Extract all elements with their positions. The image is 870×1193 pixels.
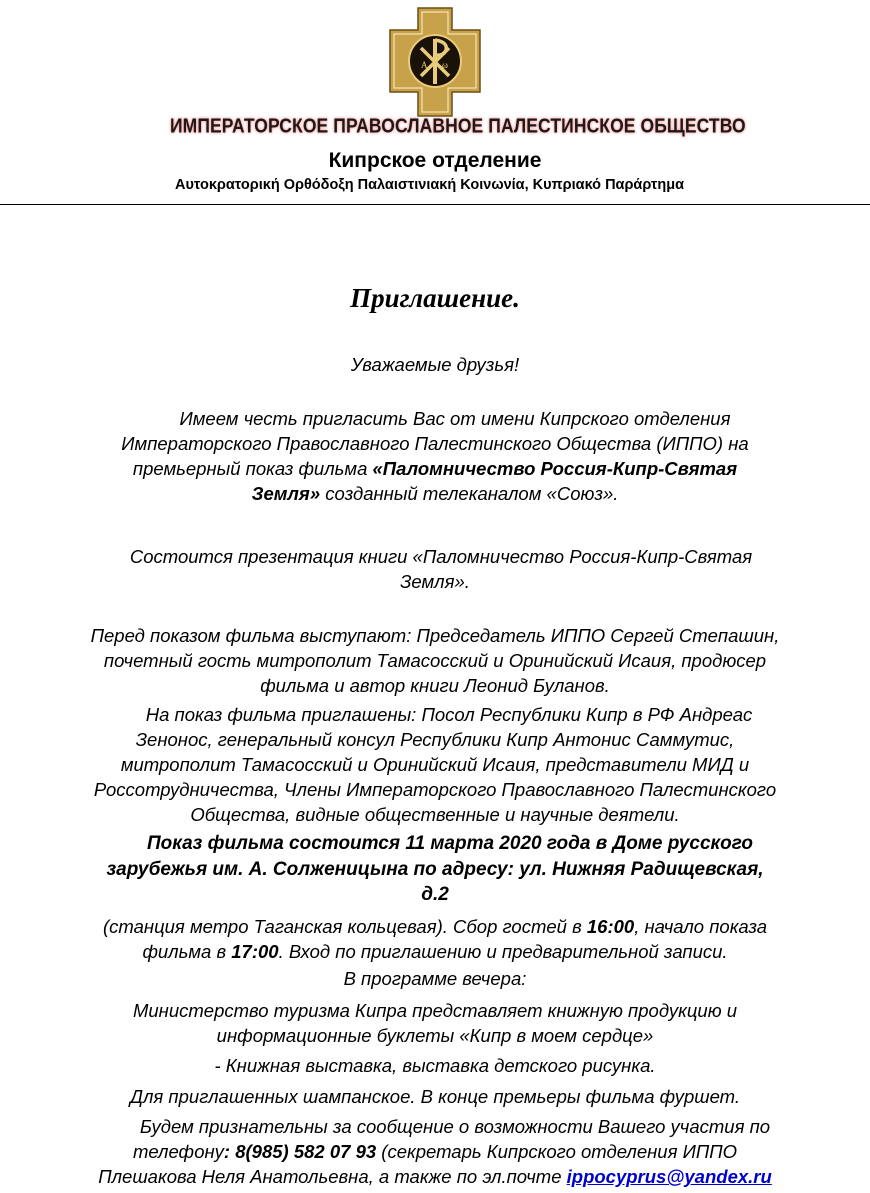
gathering-time: 16:00	[586, 916, 635, 937]
society-banner: ИМПЕРАТОРСКОЕ ПРАВОСЛАВНОЕ ПАЛЕСТИНСКОЕ ОБЩЕСТВО	[170, 114, 746, 138]
department-greek-subtitle: Αυτοκρατορική Ορθόδοξη Παλαιστινιακή Κοινωνία, Κυπριακό Παράρτημα	[175, 177, 685, 193]
paragraph-book: Состоится презентация книги «Паломничество Россия-Кипр-Святая Земля».	[129, 546, 753, 592]
paragraph-speakers: Перед показом фильма выступают: Председатель ИППО Сергей Степашин, почетный гость митрополит Тамасосский и Оринийский Исаия, продюсер фильма и автор книги Леонид Буланов.	[90, 625, 780, 696]
header-divider	[0, 204, 870, 205]
start-time: 17:00	[231, 941, 279, 962]
paragraph-invite: Имеем честь пригласить Вас от имени Кипрского отделения Императорского Православного Палестинского Общества (ИППО) на премьерный показ фильма «Паломничество Россия-Кипр-Святая Земля» созданный телеканалом «Союз».	[121, 408, 749, 504]
department-title: Кипрское отделение	[328, 149, 542, 172]
program-item-champagne: Для приглашенных шампанское. В конце премьеры фильма фуршет.	[129, 1086, 741, 1107]
rsvp-email-link[interactable]: ippocyprus@yandex.ru	[566, 1166, 772, 1187]
greeting: Уважаемые друзья!	[350, 354, 520, 375]
invitation-title: Приглашение.	[350, 283, 520, 313]
program-item-tourism: Министерство туризма Кипра представляет книжную продукцию и информационные буклеты «Кипр в моем сердце»	[132, 1000, 738, 1046]
paragraph-guests: На показ фильма приглашены: Посол Республики Кипр в РФ Андреас Зенонос, генеральный консул Республики Кипр Антонис Саммутис, митрополит Тамасосский и Оринийский Исаия, представители МИД и Россотрудничества, Члены Императорского Православного Палестинского Общества, видные общественные и научные деятели.	[93, 704, 777, 825]
svg-text:ω: ω	[442, 60, 448, 70]
paragraph-times: (станция метро Таганская кольцевая). Сбор гостей в 16:00, начало показа фильма в 17:00. Вход по приглашению и предварительной записи.	[102, 916, 768, 962]
program-title: В программе вечера:	[343, 968, 527, 989]
program-item-exhibition: - Книжная выставка, выставка детского рисунка.	[214, 1055, 656, 1076]
film-title: «Паломничество Россия-Кипр-Святая	[372, 458, 738, 479]
chi-rho-cross-emblem-icon	[388, 6, 482, 118]
svg-text:A: A	[421, 60, 428, 70]
film-title-cont: Земля»	[251, 483, 321, 504]
paragraph-rsvp: Будем признательны за сообщение о возможности Вашего участия по телефону: 8(985) 582 07 93 (секретарь Кипрского отделения ИППО Плешакова Неля Анатольевна, а также по эл.почте ippocyprus@yandex.ru	[98, 1116, 772, 1187]
paragraph-venue: Показ фильма состоится 11 марта 2020 года в Доме русского зарубежья им. А. Солженицына по адресу: ул. Нижняя Радищевская, д.2	[106, 833, 764, 905]
rsvp-phone: : 8(985) 582 07 93	[223, 1141, 377, 1162]
